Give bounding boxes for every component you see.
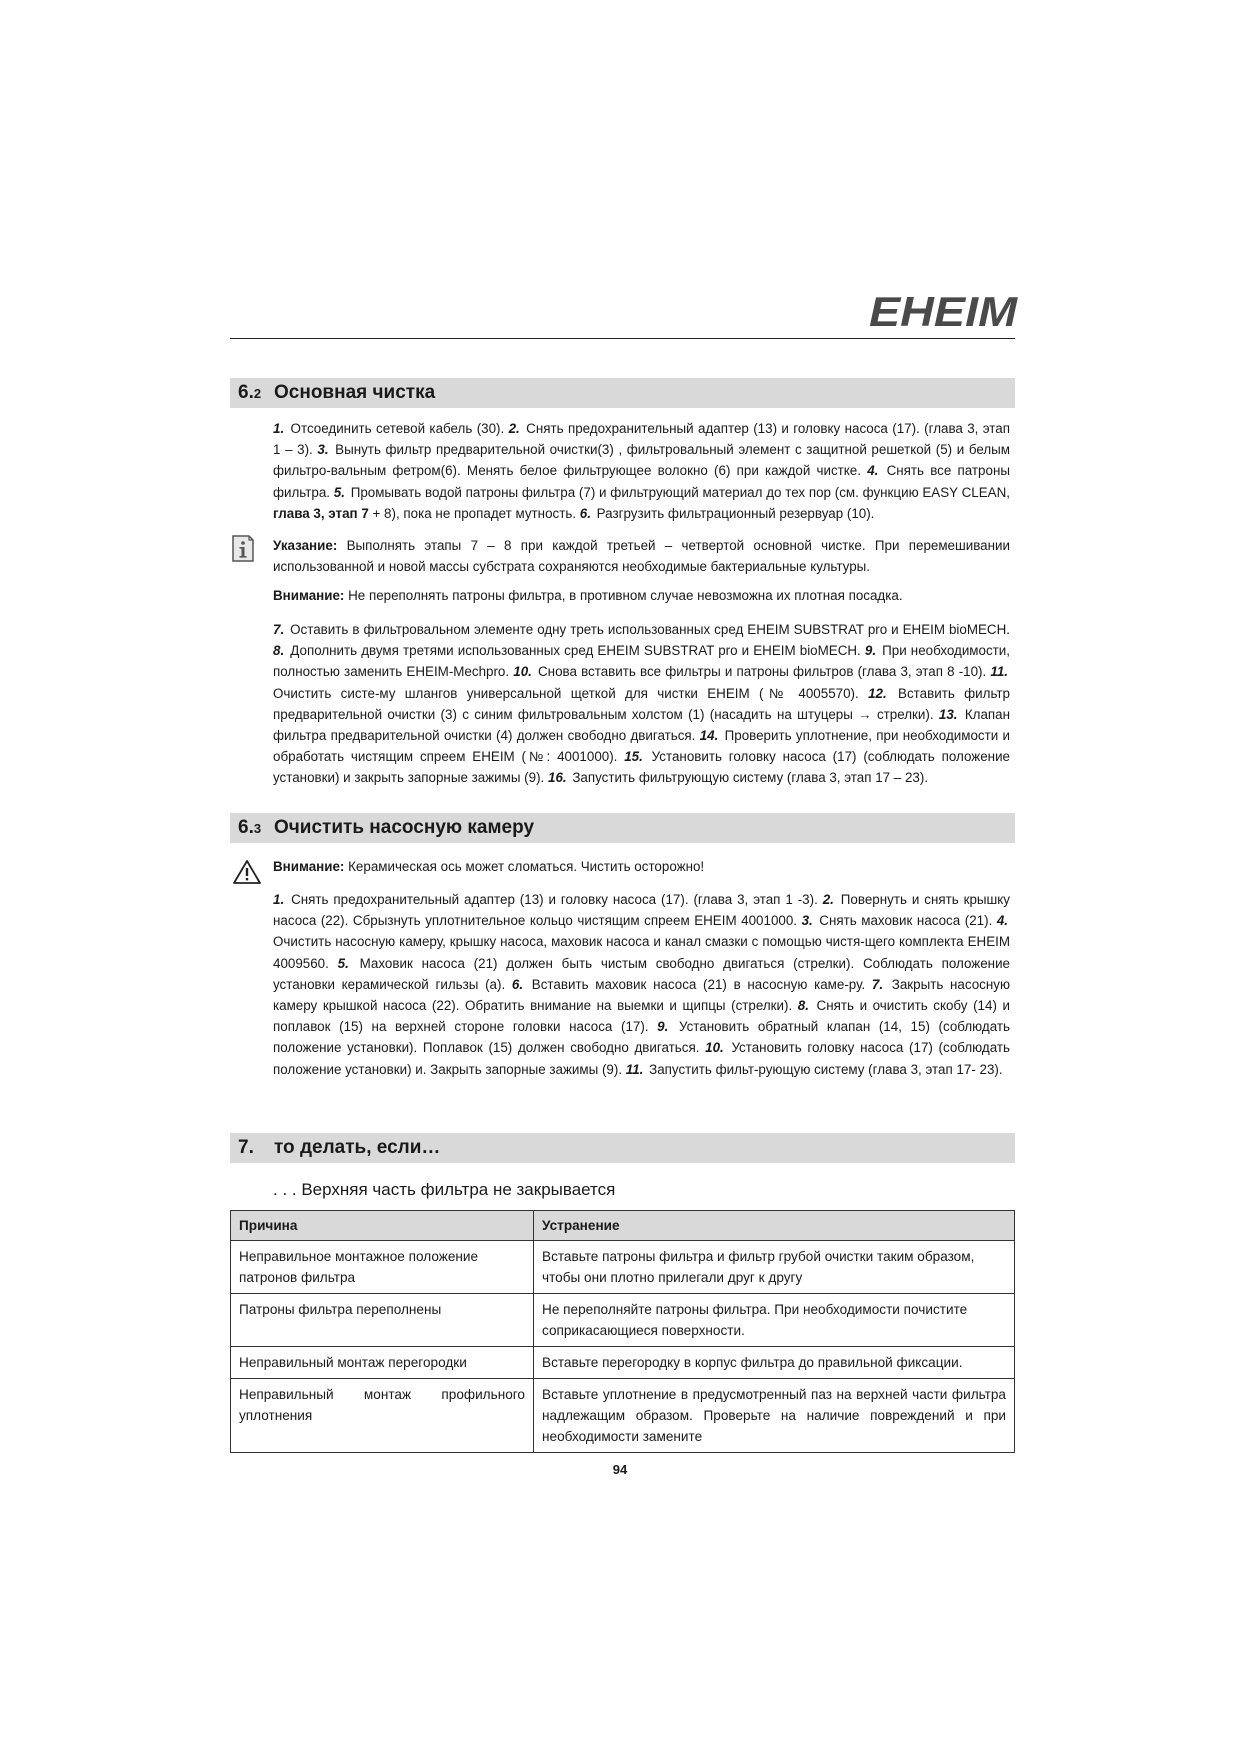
attention-label: Внимание: [273,588,345,603]
step-text: Закрыть насосную камеру крышкой насоса (22). Обратить внимание на выемки и щипцы (стрелки). [273,976,1011,1014]
remedy-cell: Не переполняйте патроны фильтра. При необходимости почистите соприкасающиеся поверхности. [534,1294,1015,1347]
table-row [231,1379,1015,1453]
step-text: Промывать водой патроны фильтра (7) и фильтрующий материал до тех пор (см. функцию EASY CLEAN, [346,484,1010,500]
step-number: 2. [508,421,520,436]
step-text: Снять предохранительный адаптер (13) и головку насоса (17). (глава 3, этап 1 – 3). [273,421,1010,458]
step-number: 10. [513,664,532,680]
attention-label: Внимание: [273,859,345,874]
step-number: 1. [273,421,285,436]
step-number: 6. [511,976,524,992]
step-text: Очистить насосную камеру, крышку насоса, маховик насоса и канал смазки с помощью чистя-щего комплекта EHEIM 4009560. [273,934,1010,971]
step-number: 16. [548,770,567,786]
step-text: Установить обратный клапан (14, 15) (соблюдать положение установки). Поплавок (15) должен свободно двигаться. [273,1019,1010,1056]
step-text: Дополнить двумя третями использованных сред EHEIM SUBSTRAT pro и EHEIM bioMECH. [286,643,865,659]
cause-cell: Неправильный монтаж перегородки [231,1347,534,1379]
step-number: 8. [797,998,809,1014]
step-number: 15. [624,749,643,765]
section-7-header [230,1133,1015,1163]
fault-subheading: . . . Верхняя часть фильтра не закрывается [273,1180,616,1199]
step-number: 3. [801,913,813,929]
header-rule [230,338,1015,339]
section-6-2-title: Основная чистка [274,382,436,403]
step-text: Клапан фильтра предварительной очистки (4) должен свободно двигаться. [273,706,1011,744]
note-text: Выполнять этапы 7 – 8 при каждой третьей – четвертой основной чистке. При перемешивании использованной и новой массы субстрата сохраняются необходимые бактериальные культуры. [273,538,1010,575]
table-row [231,1347,1015,1379]
step-text: Снять предохранительный адаптер (13) и головку насоса (17). (глава 3, этап 1 -3). [286,892,823,907]
step-text: + 8), пока не пропадет мутность. [368,505,580,521]
attention-text: Не переполнять патроны фильтра, в противном случае невозможна их плотная посадка. [344,588,903,603]
step-number: 10. [705,1040,724,1056]
section-6-3-header [230,813,1015,843]
section-6-3-steps [273,889,1010,1080]
step-text: Вставить маховик насоса (21) в насосную каме-ру. [525,976,872,992]
eheim-logo-wordmark: EHEIM [869,292,1018,332]
table-row [231,1294,1015,1347]
step-text: Очистить систе-му шлангов универсальной щеткой для чистки EHEIM (№ 4005570). [273,685,869,701]
column-header-remedy: Устранение [534,1211,1015,1241]
section-6-2-attention [273,585,1010,606]
column-header-cause: Причина [231,1211,534,1241]
step-number: 2. [822,892,834,907]
remedy-cell: Вставьте уплотнение в предусмотренный паз на верхней части фильтра надлежащим образом. Проверьте на наличие повреждений и при необходимости замените [534,1379,1015,1453]
step-number: 4. [867,463,879,479]
step-text: Маховик насоса (21) должен быть чистым свободно двигаться (стрелки). Соблюдать положение установки керамической гильзы (а). [273,955,1010,992]
step-text: При необходимости, полностью заменить EHEIM-Mechpro. [273,643,1010,680]
step-number: 3. [317,442,329,458]
step-text: Вставить фильтр предварительной очистки (3) с синим фильтровальным холстом (1) (насадить на штуцеры → стрелки). [273,685,1010,722]
step-text: Установить головку насоса (17) (соблюдать положение установки) и закрыть запорные зажимы (9). [273,749,1010,786]
page-number: 94 [612,1462,628,1477]
note-label: Указание: [273,538,338,553]
section-7-number: 7. [238,1137,254,1158]
step-number: 13. [938,706,958,722]
section-6-3-title: Очистить насосную камеру [274,817,535,838]
step-number: 9. [657,1019,669,1035]
remedy-cell: Вставьте патроны фильтра и фильтр грубой очистки таким образом, чтобы они плотно прилегали друг к другу [534,1241,1015,1294]
step-number: 9. [864,643,877,659]
section-6-2-steps-1-6 [273,418,1010,524]
step-text: Установить головку насоса (17) (соблюдать положение установки) и. Закрыть запорные зажимы (9). [273,1040,1010,1077]
step-number: 4. [996,913,1009,929]
step-text: Запустить фильтрующую систему (глава 3, этап 17 – 23). [568,770,929,786]
step-text: Разгрузить фильтрационный резервуар (10). [592,505,875,521]
step-number: 14. [699,728,719,744]
section-6-2-header [230,378,1015,408]
step-number: 5. [337,955,349,971]
cause-cell: Патроны фильтра переполнены [231,1294,534,1347]
step-number: 12. [868,685,887,701]
eheim-logo [868,292,1018,332]
step-text: Вынуть фильтр предварительной очистки(3) , фильтровальный элемент с защитной решеткой (5) и белым фильтро-вальным фетром(6). Менять белое фильтрующее волокно (6) при каждой чистке. [273,442,1010,479]
troubleshooting-table [230,1210,1015,1453]
step-number: 1. [273,892,285,907]
cause-cell: Неправильный монтаж профильного уплотнения [231,1379,534,1453]
step-number: 8. [273,643,285,659]
step-text: Отсоединить сетевой кабель (30). [286,421,509,436]
step-text: Запустить фильт-рующую систему (глава 3, этап 17- 23). [645,1061,1003,1077]
table-header-row [231,1211,1015,1241]
section-7-title: то делать, если… [274,1137,441,1158]
step-number: 7. [273,622,285,637]
section-6-3-number: 6.3 [238,817,262,838]
section-6-3-attention [273,856,1010,877]
step-text: Снять маховик насоса (21). [814,913,997,929]
step-text: Снять и очистить скобу (14) и поплавок (15) на верхней стороне головки насоса (17). [273,998,1010,1035]
step-text: Оставить в фильтровальном элементе одну треть использованных сред EHEIM SUBSTRAT pro и EHEIM bioMECH. [286,622,1010,637]
step-number: 6. [579,505,591,521]
step-text: Снять все патроны фильтра. [273,463,1010,500]
step-number: 5. [333,484,345,500]
table-row [231,1241,1015,1294]
section-6-2-steps-7-16 [273,619,1010,789]
step-number: 7. [871,976,884,992]
eheim-logo-graphic [868,292,1018,332]
step-number: 11. [625,1061,644,1077]
section-6-2-number: 6.2 [238,382,262,403]
remedy-cell: Вставьте перегородку в корпус фильтра до правильной фиксации. [534,1347,1015,1379]
step-text: Проверить уплотнение, при необходимости и обработать чистящим спреем EHEIM (№: 4001000). [273,728,1010,765]
step-reference: глава 3, этап 7 [273,505,369,521]
warning-icon [232,859,262,885]
section-6-2-note [273,535,1010,577]
step-number: 11. [990,664,1009,680]
info-icon [231,533,255,563]
cause-cell: Неправильное монтажное положение патронов фильтра [231,1241,534,1294]
step-text: Снова вставить все фильтры и патроны фильтров (глава 3, этап 8 -10). [533,664,991,680]
attention-text: Керамическая ось может сломаться. Чистить осторожно! [344,859,705,874]
step-text: Повернуть и снять крышку насоса (22). Сбрызнуть уплотнительное кольцо чистящим спреем EHEIM 4001000. [273,892,1011,929]
